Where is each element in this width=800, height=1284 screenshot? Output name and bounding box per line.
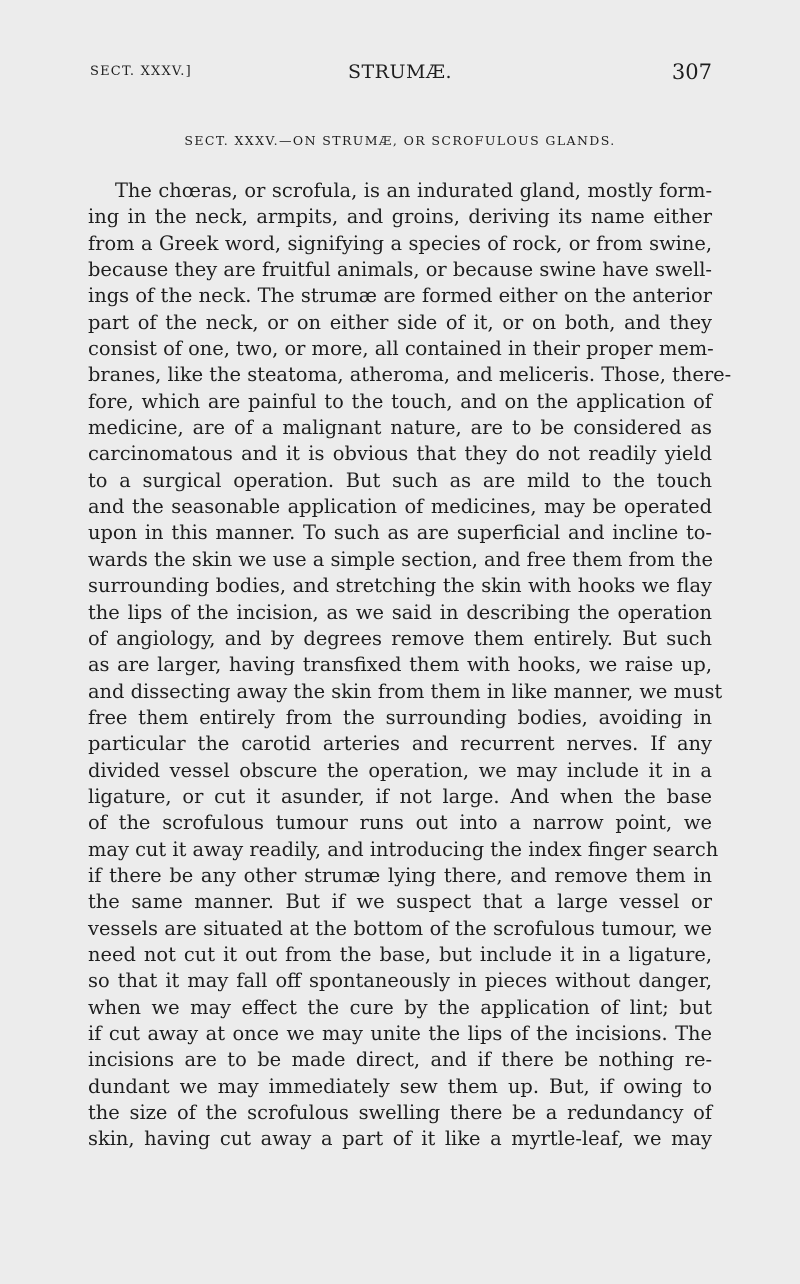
text-line: ligature, or cut it asunder, if not large. And when the base bbox=[88, 784, 712, 808]
text-line: and dissecting away the skin from them in like manner, we must bbox=[88, 679, 723, 703]
text-line: ing in the neck, armpits, and groins, deriving its name either bbox=[88, 205, 712, 229]
text-line: because they are fruitful animals, or because swine have swell- bbox=[88, 258, 712, 282]
running-header bbox=[88, 58, 712, 86]
text-line: upon in this manner. To such as are superficial and incline to- bbox=[88, 521, 712, 545]
text-line: the size of the scrofulous swelling there be a redundancy of bbox=[88, 1101, 712, 1125]
text-line: free them entirely from the surrounding bodies, avoiding in bbox=[88, 705, 712, 729]
text-line: wards the skin we use a simple section, and free them from the bbox=[88, 547, 713, 571]
text-line: need not cut it out from the base, but include it in a ligature, bbox=[88, 942, 712, 966]
text-line: of the scrofulous tumour runs out into a narrow point, we bbox=[88, 811, 712, 835]
running-title: STRUMÆ. bbox=[347, 61, 453, 83]
text-line: to a surgical operation. But such as are mild to the touch bbox=[88, 468, 712, 492]
text-line: part of the neck, or on either side of it, or on both, and they bbox=[88, 310, 712, 334]
text-line: dundant we may immediately sew them up. But, if owing to bbox=[88, 1074, 712, 1098]
text-line: when we may effect the cure by the application of lint; but bbox=[88, 995, 712, 1019]
text-line: carcinomatous and it is obvious that they do not readily yield bbox=[88, 442, 712, 466]
text-line: as are larger, having transfixed them with hooks, we raise up, bbox=[88, 653, 712, 677]
body-paragraph bbox=[88, 178, 732, 1153]
text-line: divided vessel obscure the operation, we may include it in a bbox=[88, 758, 712, 782]
text-line: incisions are to be made direct, and if there be nothing re- bbox=[88, 1048, 712, 1072]
text-line: surrounding bodies, and stretching the skin with hooks we flay bbox=[88, 574, 712, 598]
text-line: the same manner. But if we suspect that a large vessel or bbox=[88, 890, 712, 914]
text-line: skin, having cut away a part of it like a myrtle-leaf, we may bbox=[88, 1127, 712, 1151]
text-line: consist of one, two, or more, all contained in their proper mem- bbox=[88, 337, 714, 361]
text-line: and the seasonable application of medicines, may be operated bbox=[88, 495, 712, 519]
text-line: the lips of the incision, as we said in describing the operation bbox=[88, 600, 712, 624]
text-line: The chœras, or scrofula, is an indurated gland, mostly form- bbox=[115, 179, 712, 202]
text-line: if cut away at once we may unite the lips of the incisions. The bbox=[88, 1022, 712, 1045]
text-line: may cut it away readily, and introducing the index finger search bbox=[88, 837, 719, 861]
text-line: fore, which are painful to the touch, and on the application of bbox=[88, 389, 712, 413]
text-line: branes, like the steatoma, atheroma, and meliceris. Those, there- bbox=[88, 363, 732, 387]
section-heading: SECT. XXXV.—ON STRUMÆ, OR SCROFULOUS GLANDS. bbox=[184, 133, 616, 148]
text-line: from a Greek word, signifying a species of rock, or from swine, bbox=[88, 231, 712, 255]
page-number: 307 bbox=[671, 60, 712, 84]
text-line: particular the carotid arteries and recurrent nerves. If any bbox=[88, 732, 712, 756]
section-label: SECT. XXXV.] bbox=[90, 64, 192, 79]
text-line: of angiology, and by degrees remove them entirely. But such bbox=[88, 626, 712, 650]
text-line: if there be any other strumæ lying there, and remove them in bbox=[88, 863, 712, 887]
text-line: so that it may fall off spontaneously in pieces without danger, bbox=[88, 969, 712, 993]
text-line: ings of the neck. The strumæ are formed either on the anterior bbox=[88, 284, 712, 308]
text-line: vessels are situated at the bottom of the scrofulous tumour, we bbox=[88, 916, 712, 940]
text-line: medicine, are of a malignant nature, are to be considered as bbox=[88, 416, 712, 440]
